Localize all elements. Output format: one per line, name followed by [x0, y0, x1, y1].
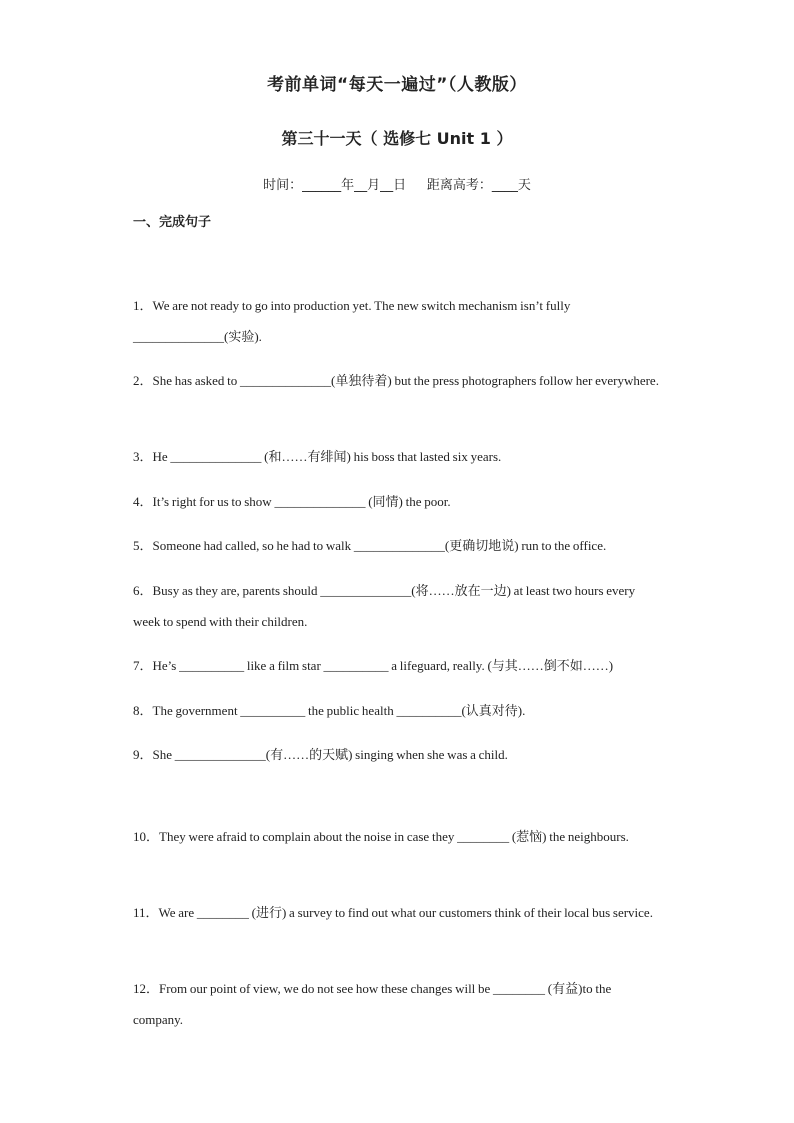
page-subtitle: 第三十一天（ 选修七 Unit 1 ）: [281, 129, 513, 148]
question-item: 4．It’s right for us to show ______________ (同情) the poor.: [133, 494, 451, 509]
question-item: 11．We are ________ (进行) a survey to find out what our customers think of their local bus service.: [133, 905, 653, 920]
question-item: 9．She ______________(有……的天赋) singing when she was a child.: [133, 747, 508, 762]
question-item: 1．We are not ready to go into production yet. The new switch mechanism isn’t fully ______________(实验).: [133, 298, 574, 344]
question-item: 8．The government __________ the public health __________(认真对待).: [133, 703, 526, 718]
question-item: 10．They were afraid to complain about the noise in case they ________ (惹恼) the neighbours.: [133, 829, 629, 844]
section-title: 一、完成句子: [133, 215, 212, 230]
question-item: 2．She has asked to ______________(单独待着) but the press photographers follow her everywhere.: [133, 373, 659, 388]
page-title: 考前单词“每天一遍过”（人教版）: [267, 75, 527, 95]
question-item: 6．Busy as they are, parents should ______________(将……放在一边) at least two hours every week to spend with their children.: [133, 583, 638, 629]
question-item: 3．He ______________ (和……有绯闻) his boss that lasted six years.: [133, 449, 502, 464]
date-line: 时间：______年__月__日 距离高考：____天: [263, 178, 531, 193]
question-item: 5．Someone had called, so he had to walk ______________(更确切地说) run to the office.: [133, 538, 607, 553]
question-item: 12．From our point of view, we do not see how these changes will be ________ (有益)to the company.: [133, 981, 614, 1027]
question-item: 7．He’s __________ like a film star __________ a lifeguard, really. (与其……倒不如……): [133, 658, 614, 673]
